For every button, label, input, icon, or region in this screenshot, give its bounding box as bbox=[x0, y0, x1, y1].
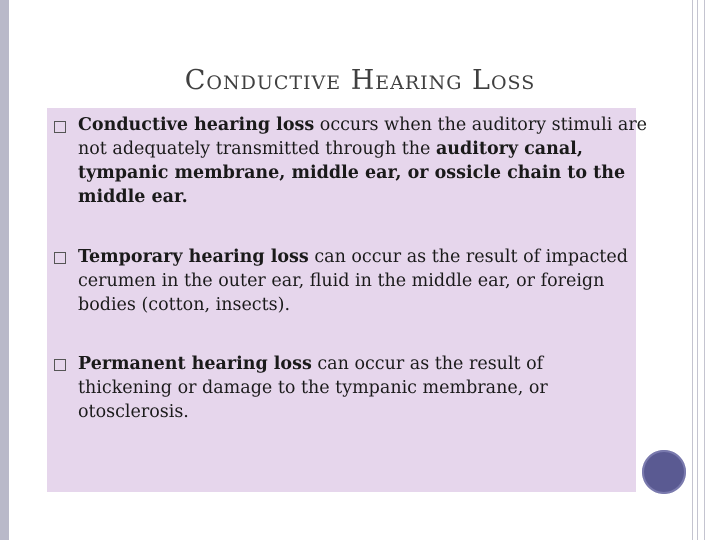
bullet-paragraph-1 bbox=[78, 113, 678, 209]
bullet-lead: Temporary hearing loss bbox=[78, 247, 309, 267]
bullet-text: can occur as the result of thickening or damage to the tympanic membrane, or otosclerosis. bbox=[78, 354, 548, 422]
bullet-text: occurs when the auditory stimuli are not adequately transmitted through the bbox=[78, 115, 648, 159]
bullet-paragraph-2 bbox=[78, 245, 638, 317]
bullet-paragraph-3 bbox=[78, 352, 638, 424]
bullet-icon bbox=[54, 252, 66, 264]
bullet-lead: Permanent hearing loss bbox=[78, 354, 312, 374]
decorative-circle-icon bbox=[642, 450, 686, 494]
bullet-icon bbox=[54, 359, 66, 371]
bullet-lead: Conductive hearing loss bbox=[78, 115, 315, 135]
slide-title: Conductive Hearing Loss bbox=[184, 65, 536, 96]
bullet-tail: auditory canal, tympanic membrane, middle ear, or ossicle chain to the middle ear. bbox=[78, 139, 626, 207]
bullet-text: can occur as the result of impacted cerumen in the outer ear, fluid in the middle ear, or foreign bodies (cotton, insects). bbox=[78, 247, 628, 315]
bullet-icon bbox=[54, 121, 66, 133]
